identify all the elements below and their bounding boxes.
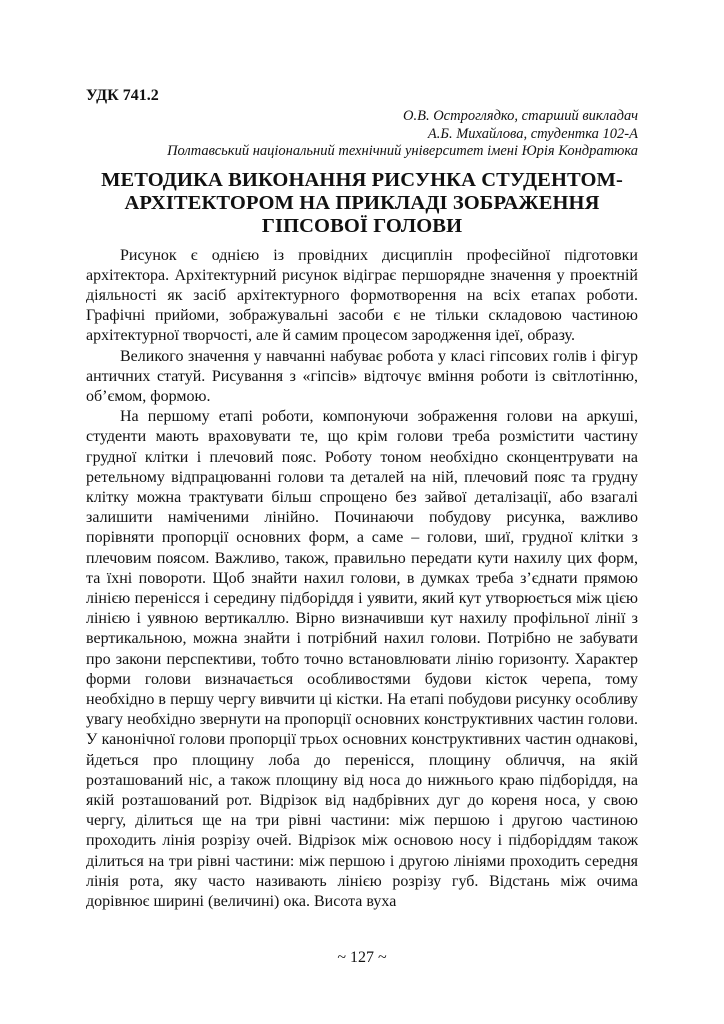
author-line-1: О.В. Остроглядко, старший викладач bbox=[402, 108, 638, 124]
body-paragraph-3: На першому етапі роботи, компонуючи зображення голови на аркуші, студенти мають враховувати те, що крім голови треба розмістити частину грудної клітки і плечовий пояс. Роботу тоном необхідно сконцентрувати на ретельному відпрацюванні голови та деталей на ній, плечовий пояс та грудну клітку можна трактувати більш спрощено без зайвої деталізації, або взагалі залишити наміченими лінійно. Починаючи побудову рисунка, важливо порівняти пропорції основних форм, а саме – голови, шиї, грудної клітки з плечовим поясом. Важливо, також, правильно передати кути нахилу цих форм, та їхні повороти. Щоб знайти нахил голови, в думках треба з’єднати прямою лінією перенісся і середину підборіддя і уявити, який кут утворюється між цією лінією і уявною вертикаллю. Вірно визначивши кут нахилу профільної лінії з вертикальною, можна знайти і потрібний нахил голови. Потрібно не забувати про закони перспективи, тобто точно встановлювати лінію горизонту. Характер форми голови визначається особливостями будови кісток черепа, тому необхідно в першу чергу вивчити ці кістки. На етапі побудови рисунку особливу увагу необхідно звернути на пропорції основних конструктивних частин голови. У канонічної голови пропорції трьох основних конструктивних частин однакові, йдеться про площину лоба до перенісся, площину обличчя, на якій розташований ніс, а також площину від носа до нижнього краю підборіддя, на якій розташований рот. Відрізок від надбрівних дуг до кореня носа, у свою чергу, ділиться ще на три рівні частини: між першою і другою частиною проходить лінія розрізу очей. Відрізок між основою носу і підборіддям також ділиться на три рівні частини: між першою і другою лініями проходить середня лінія рота, яку часто називають лінією розрізу губ. Відстань між очима дорівнює ширині (величині) ока. Висота вуха bbox=[86, 408, 638, 910]
page-number: ~ 127 ~ bbox=[337, 949, 387, 966]
affiliation-line: Полтавський національний технічний університет імені Юрія Кондратюка bbox=[167, 143, 638, 159]
title-line-1: МЕТОДИКА ВИКОНАННЯ РИСУНКА СТУДЕНТОМ- bbox=[101, 168, 623, 191]
body-paragraph-2: Великого значення у навчанні набуває робота у класі гіпсових голів і фігур античних статуй. Рисування з «гіпсів» відточує вміння роботи із світлотінню, об’ємом, формою. bbox=[86, 347, 638, 405]
title-line-2: АРХІТЕКТОРОМ НА ПРИКЛАДІ ЗОБРАЖЕННЯ bbox=[124, 191, 600, 214]
body-paragraph-1: Рисунок є однією із провідних дисциплін професійної підготовки архітектора. Архітектурний рисунок відіграє першорядне значення у проектній діяльності як засіб архітектурного формотворення на всіх етапах роботи. Графічні прийоми, зображувальні засоби є не тільки складовою частиною архітектурної творчості, але й самим процесом зародження ідеї, образу. bbox=[86, 246, 638, 345]
author-line-2: А.Б. Михайлова, студентка 102-А bbox=[427, 125, 638, 142]
article-title bbox=[86, 169, 638, 238]
author-block bbox=[86, 108, 638, 161]
document-page bbox=[86, 86, 638, 912]
article-body bbox=[86, 246, 638, 913]
udk-code: УДК 741.2 bbox=[86, 87, 159, 104]
title-line-3: ГІПСОВОЇ ГОЛОВИ bbox=[261, 214, 463, 237]
